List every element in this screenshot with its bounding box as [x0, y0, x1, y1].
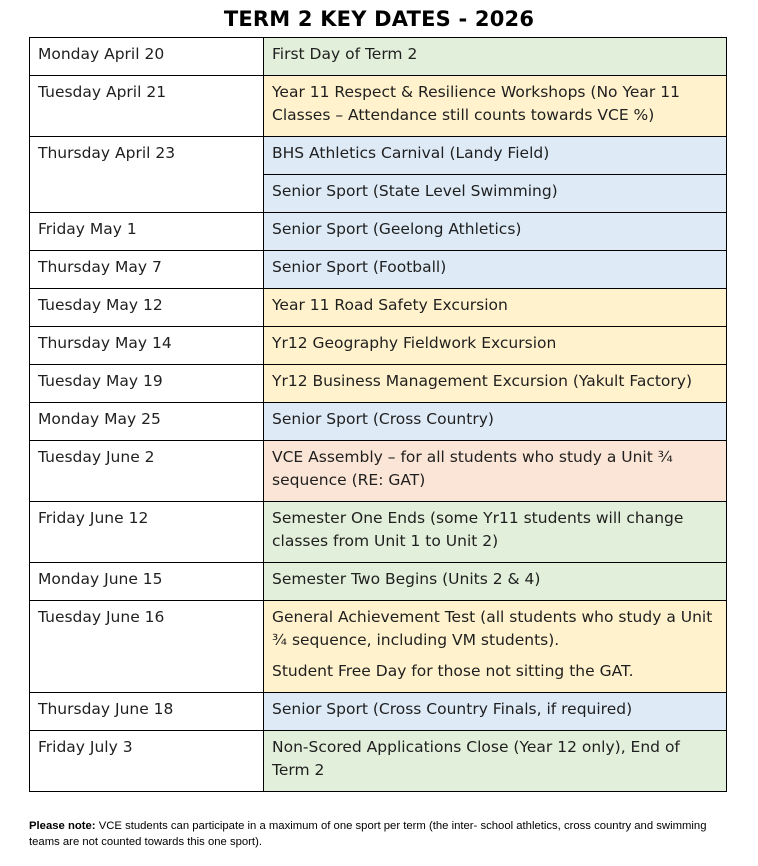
event-cell	[264, 213, 727, 251]
event-text: Senior Sport (Cross Country Finals, if required)	[272, 700, 633, 718]
table-row	[30, 251, 727, 289]
table-row	[30, 731, 727, 792]
event-cell	[264, 731, 727, 792]
date-cell: Friday July 3	[30, 731, 264, 792]
table-row	[30, 137, 727, 175]
table-row	[30, 76, 727, 137]
event-text: VCE Assembly – for all students who study a Unit ¾ sequence (RE: GAT)	[272, 448, 673, 489]
event-cell	[264, 365, 727, 403]
table-row	[30, 563, 727, 601]
table-row	[30, 213, 727, 251]
event-text: Senior Sport (Geelong Athletics)	[272, 220, 522, 238]
event-text: Senior Sport (State Level Swimming)	[272, 182, 558, 200]
event-cell	[264, 563, 727, 601]
date-cell: Tuesday May 19	[30, 365, 264, 403]
page-title: TERM 2 KEY DATES - 2026	[223, 7, 535, 31]
event-text: First Day of Term 2	[272, 45, 418, 63]
event-text: Year 11 Road Safety Excursion	[272, 296, 508, 314]
event-cell	[264, 38, 727, 76]
date-cell: Tuesday June 16	[30, 601, 264, 693]
event-text: Yr12 Geography Fieldwork Excursion	[272, 334, 557, 352]
event-text: General Achievement Test (all students who study a Unit ¾ sequence, including VM students).	[272, 608, 713, 649]
event-cell	[264, 175, 727, 213]
event-cell	[264, 76, 727, 137]
date-cell: Tuesday June 2	[30, 441, 264, 502]
event-cell	[264, 289, 727, 327]
event-text: Year 11 Respect & Resilience Workshops (No Year 11 Classes – Attendance still counts towards VCE %)	[272, 83, 680, 124]
footnote	[29, 818, 739, 850]
footnote-text: VCE students can participate in a maximum of one sport per term (the inter- school athletics, cross country and swimming teams are not counted towards this one sport).	[29, 820, 707, 848]
table-row	[30, 38, 727, 76]
key-dates-table	[29, 37, 727, 792]
event-cell	[264, 601, 727, 693]
event-text: Senior Sport (Cross Country)	[272, 410, 494, 428]
date-cell: Thursday May 14	[30, 327, 264, 365]
footnote-label: Please note:	[29, 820, 96, 832]
event-cell	[264, 403, 727, 441]
event-text: BHS Athletics Carnival (Landy Field)	[272, 144, 550, 162]
date-cell: Monday June 15	[30, 563, 264, 601]
event-text: Yr12 Business Management Excursion (Yakult Factory)	[272, 372, 693, 390]
date-cell: Thursday May 7	[30, 251, 264, 289]
table-row	[30, 365, 727, 403]
date-cell: Monday April 20	[30, 38, 264, 76]
date-cell: Tuesday April 21	[30, 76, 264, 137]
event-text: Semester One Ends (some Yr11 students will change classes from Unit 1 to Unit 2)	[272, 509, 684, 550]
event-text: Semester Two Begins (Units 2 & 4)	[272, 570, 541, 588]
table-row	[30, 441, 727, 502]
date-cell: Monday May 25	[30, 403, 264, 441]
event-cell	[264, 502, 727, 563]
date-cell: Friday May 1	[30, 213, 264, 251]
date-cell: Friday June 12	[30, 502, 264, 563]
date-cell: Tuesday May 12	[30, 289, 264, 327]
event-text: Student Free Day for those not sitting the GAT.	[272, 662, 634, 680]
date-cell: Thursday April 23	[30, 137, 264, 213]
event-cell	[264, 441, 727, 502]
event-cell	[264, 251, 727, 289]
table-row	[30, 693, 727, 731]
table-row	[30, 289, 727, 327]
event-cell	[264, 137, 727, 175]
key-dates-body	[30, 38, 727, 792]
event-text: Senior Sport (Football)	[272, 258, 447, 276]
table-row	[30, 327, 727, 365]
table-row	[30, 502, 727, 563]
event-cell	[264, 327, 727, 365]
date-cell: Thursday June 18	[30, 693, 264, 731]
table-row	[30, 601, 727, 693]
event-text: Non-Scored Applications Close (Year 12 only), End of Term 2	[272, 738, 680, 779]
event-cell	[264, 693, 727, 731]
table-row	[30, 403, 727, 441]
